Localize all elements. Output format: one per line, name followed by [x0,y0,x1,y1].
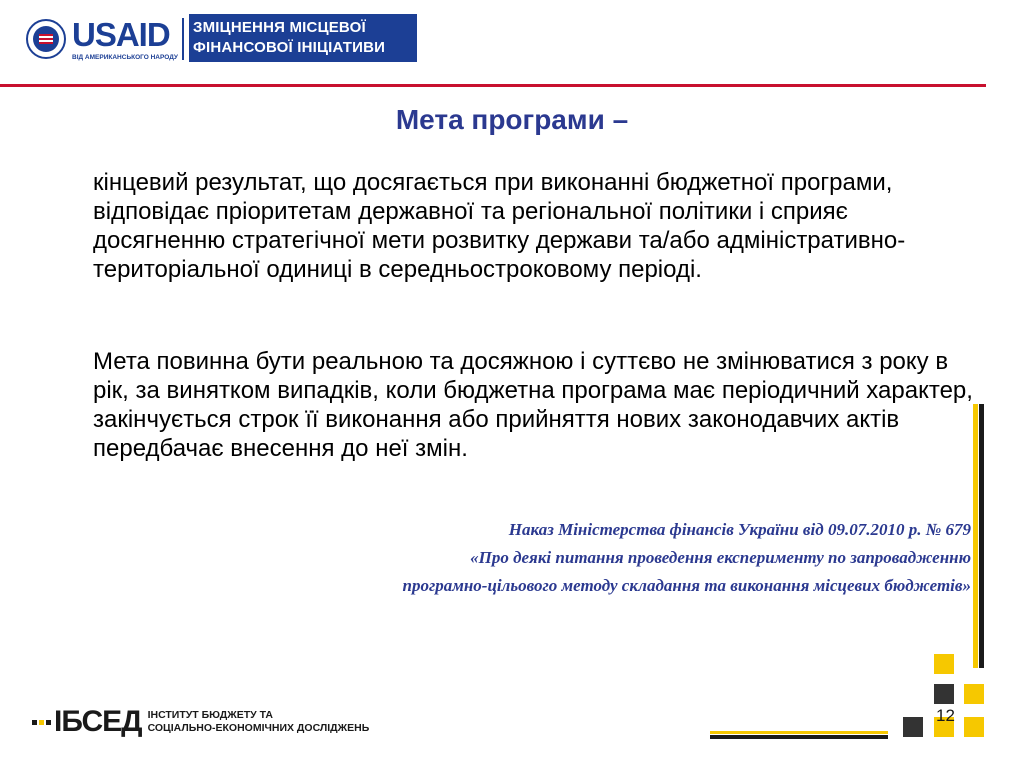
decor-square [934,684,954,704]
legal-citation [402,516,971,600]
logo-divider [182,18,184,60]
decor-square [934,654,954,674]
ibsed-dots-icon [32,720,51,725]
citation-line-2: «Про деякі питання проведення експерименту по запровадженню [470,548,971,567]
usaid-logo [26,12,178,66]
decor-bottom-line-black [710,735,888,739]
ibsed-logo [32,707,369,737]
decor-square [964,717,984,737]
definition-paragraph: кінцевий результат, що досягається при виконанні бюджетної програми, відповідає пріоритетам державної та регіональної політики і сприяє досягненню стратегічної мети розвитку держави та/або адміністративно-територіальної одиниці в середньостроковому періоді. [93,169,906,283]
citation-line-3: програмно-цільового методу складання та виконання місцевих бюджетів» [402,576,971,595]
usaid-tagline: ВІД АМЕРИКАНСЬКОГО НАРОДУ [72,53,178,61]
decor-square [903,717,923,737]
initiative-line-2: ФІНАНСОВОЇ ІНІЦІАТИВИ [193,39,386,56]
citation-line-1: Наказ Міністерства фінансів України від 09.07.2010 р. № 679 [508,520,971,539]
ibsed-line-1: ІНСТИТУТ БЮДЖЕТУ ТА [147,709,273,721]
header-divider-line [0,84,986,87]
decor-vertical-bar-black [979,404,984,668]
slide-title: Мета програми – [395,104,629,135]
usaid-wordmark: USAID [72,15,170,53]
ibsed-wordmark: ІБСЕД [54,705,142,738]
ibsed-line-2: СОЦІАЛЬНО-ЕКОНОМІЧНИХ ДОСЛІДЖЕНЬ [147,722,370,734]
decor-vertical-bar-yellow [973,404,978,668]
requirements-paragraph: Мета повинна бути реальною та досяжною і суттєво не змінюватися з року в рік, за винятком випадків, коли бюджетна програма має періодичний характер, закінчується строк її виконання або прийняття нових законодавчих актів передбачає внесення до неї змін. [93,348,973,462]
decor-square [964,684,984,704]
initiative-line-1: ЗМІЦНЕННЯ МІСЦЕВОЇ [193,19,366,36]
usaid-seal-icon [26,19,66,59]
initiative-logo [189,14,417,62]
page-number: 12 [936,706,955,725]
decor-bottom-line-yellow [710,731,888,734]
